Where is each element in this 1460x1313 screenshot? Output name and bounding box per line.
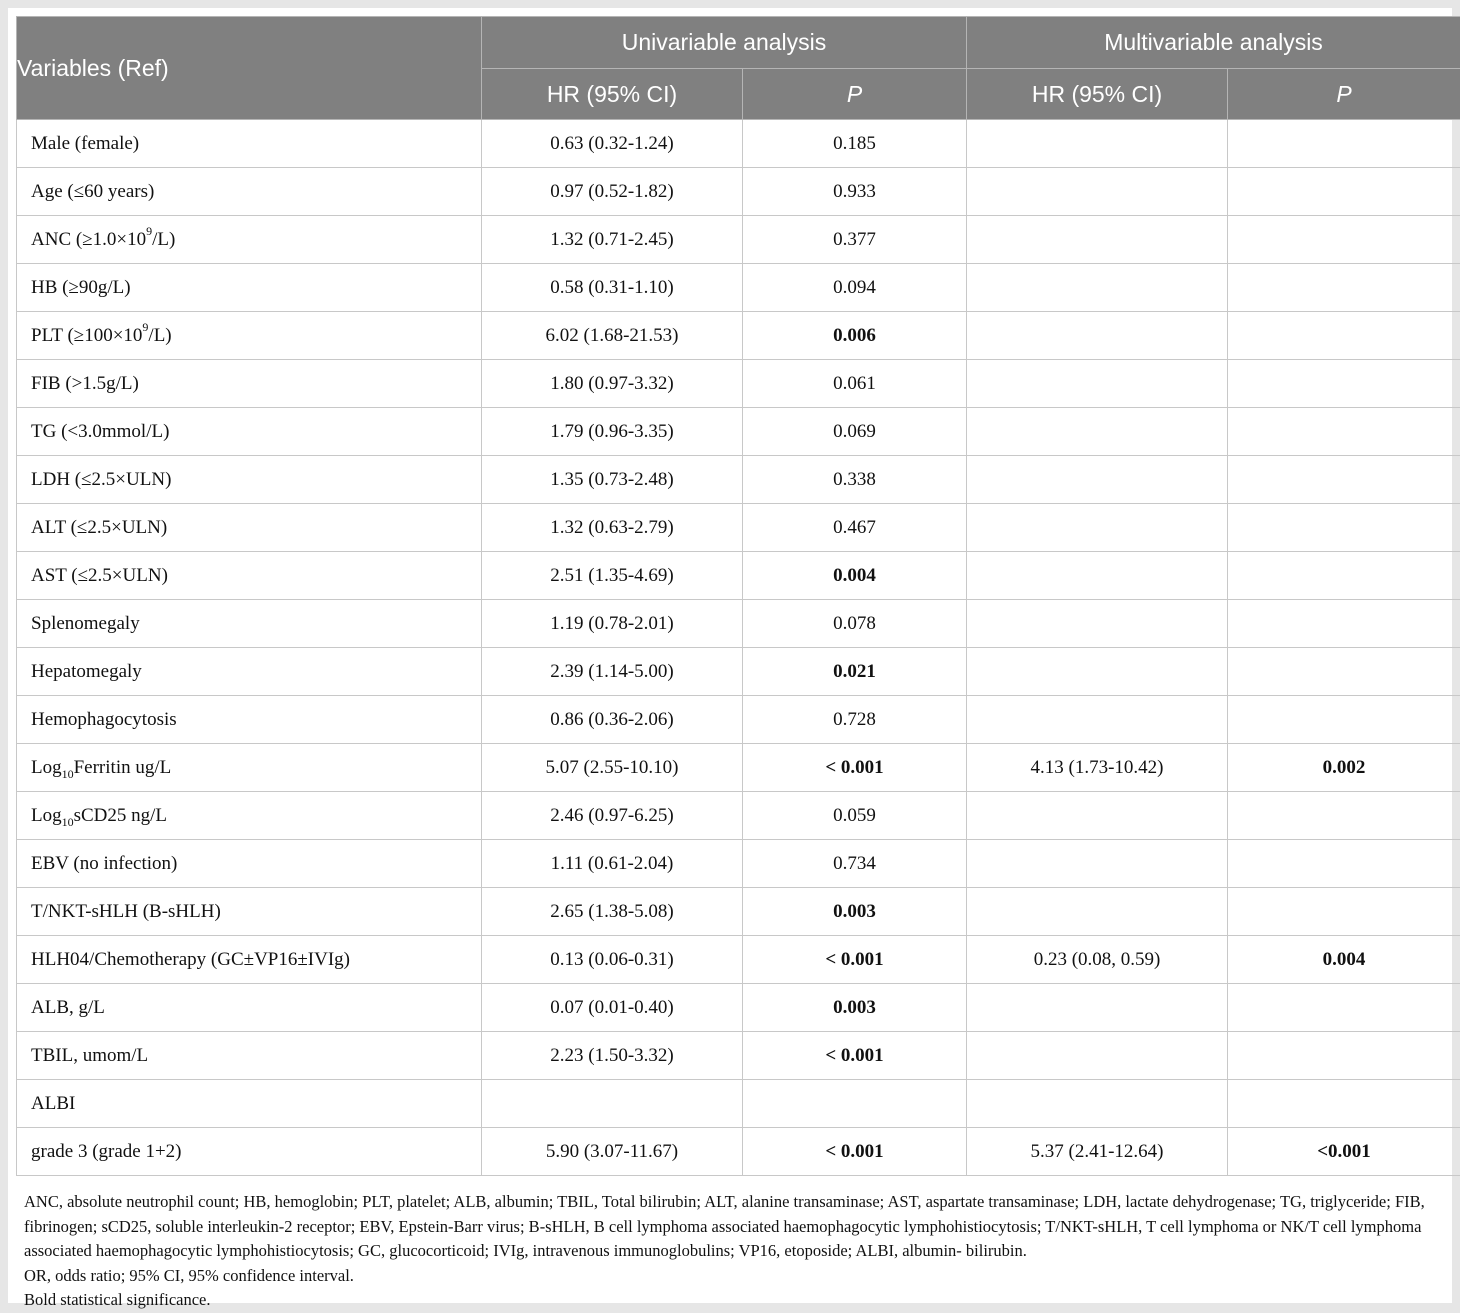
- table-row: [17, 168, 1460, 216]
- table-row: [17, 552, 1460, 600]
- uni-hr-cell: 0.07 (0.01-0.40): [482, 984, 743, 1032]
- header-uni-hr: HR (95% CI): [482, 69, 743, 120]
- multi-hr-cell: [967, 216, 1228, 264]
- variable-cell: T/NKT-sHLH (B-sHLH): [17, 888, 482, 936]
- variable-cell: ANC $(\ge 1.0\times 10^9/L)$: [17, 216, 482, 264]
- multi-p-cell: [1228, 360, 1460, 408]
- table-row: [17, 264, 1460, 312]
- variable-cell: ALB, g/L: [17, 984, 482, 1032]
- multi-hr-cell: [967, 1032, 1228, 1080]
- multi-hr-cell: [967, 600, 1228, 648]
- table-row: [17, 504, 1460, 552]
- uni-p-cell: < 0.001: [743, 936, 967, 984]
- uni-p-cell: < 0.001: [743, 1128, 967, 1176]
- variable-cell: Log$_{10}$sCD25 ng/L: [17, 792, 482, 840]
- variable-cell: EBV (no infection): [17, 840, 482, 888]
- variable-cell: Hemophagocytosis: [17, 696, 482, 744]
- footnote-abbreviations: ANC, absolute neutrophil count; HB, hemoglobin; PLT, platelet; ALB, albumin; TBIL, Total bilirubin; ALT, alanine transaminase; AST, aspartate transaminase; LDH, lactate dehydrogenase; TG, triglyceride; FIB, fibrinogen; sCD25, soluble interleukin-2 receptor; EBV, Epstein-Barr virus; B-sHLH, B cell lymphoma associated haemophagocytic lymphohistiocytosis; T/NKT-sHLH, T cell lymphoma or NK/T cell lymphoma associated haemophagocytic lymphohistiocytosis; GC, glucocorticoid; IVIg, intravenous immunoglobulins; VP16, etoposide; ALBI, albumin- bilirubin.: [24, 1190, 1452, 1264]
- uni-p-cell: 0.004: [743, 552, 967, 600]
- uni-p-cell: 0.728: [743, 696, 967, 744]
- uni-p-cell: 0.338: [743, 456, 967, 504]
- uni-p-cell: [743, 1080, 967, 1128]
- variable-cell: Hepatomegaly: [17, 648, 482, 696]
- multi-p-cell: [1228, 792, 1460, 840]
- table-row: [17, 840, 1460, 888]
- uni-hr-cell: 2.46 (0.97-6.25): [482, 792, 743, 840]
- multi-p-cell: [1228, 120, 1460, 168]
- uni-hr-cell: 6.02 (1.68-21.53): [482, 312, 743, 360]
- multi-p-cell: [1228, 456, 1460, 504]
- variable-cell: LDH (≤2.5×ULN): [17, 456, 482, 504]
- table-row: [17, 360, 1460, 408]
- variable-cell: ALBI: [17, 1080, 482, 1128]
- uni-p-cell: < 0.001: [743, 744, 967, 792]
- footnote-or-ci: OR, odds ratio; 95% CI, 95% confidence interval.: [24, 1264, 1452, 1289]
- uni-hr-cell: 5.90 (3.07-11.67): [482, 1128, 743, 1176]
- multi-hr-cell: 5.37 (2.41-12.64): [967, 1128, 1228, 1176]
- table-row: [17, 648, 1460, 696]
- multi-p-cell: [1228, 600, 1460, 648]
- variable-cell: Splenomegaly: [17, 600, 482, 648]
- uni-p-cell: 0.933: [743, 168, 967, 216]
- variable-cell: HLH04/Chemotherapy (GC±VP16±IVIg): [17, 936, 482, 984]
- footnote-bold: Bold statistical significance.: [24, 1288, 1452, 1313]
- multi-p-cell: [1228, 1032, 1460, 1080]
- uni-hr-cell: [482, 1080, 743, 1128]
- table-row: [17, 600, 1460, 648]
- table-row: [17, 408, 1460, 456]
- variable-cell: HB (≥90g/L): [17, 264, 482, 312]
- uni-hr-cell: 0.86 (0.36-2.06): [482, 696, 743, 744]
- uni-hr-cell: 0.97 (0.52-1.82): [482, 168, 743, 216]
- multi-p-cell: 0.002: [1228, 744, 1460, 792]
- uni-hr-cell: 5.07 (2.55-10.10): [482, 744, 743, 792]
- multi-p-cell: 0.004: [1228, 936, 1460, 984]
- uni-p-cell: 0.377: [743, 216, 967, 264]
- header-multi-p: P: [1228, 69, 1460, 120]
- header-univariable: Univariable analysis: [482, 17, 967, 69]
- uni-hr-cell: 0.58 (0.31-1.10): [482, 264, 743, 312]
- multi-hr-cell: [967, 408, 1228, 456]
- uni-p-cell: 0.021: [743, 648, 967, 696]
- hazard-ratio-table: [16, 16, 1460, 1176]
- multi-p-cell: [1228, 264, 1460, 312]
- table-row: [17, 1128, 1460, 1176]
- uni-p-cell: 0.185: [743, 120, 967, 168]
- uni-hr-cell: 2.23 (1.50-3.32): [482, 1032, 743, 1080]
- table-row: [17, 120, 1460, 168]
- multi-p-cell: [1228, 888, 1460, 936]
- uni-p-cell: 0.734: [743, 840, 967, 888]
- multi-hr-cell: [967, 888, 1228, 936]
- uni-p-cell: 0.467: [743, 504, 967, 552]
- table-row: [17, 936, 1460, 984]
- uni-hr-cell: 1.32 (0.71-2.45): [482, 216, 743, 264]
- uni-hr-cell: 2.65 (1.38-5.08): [482, 888, 743, 936]
- multi-p-cell: [1228, 312, 1460, 360]
- multi-hr-cell: 0.23 (0.08, 0.59): [967, 936, 1228, 984]
- multi-p-cell: [1228, 648, 1460, 696]
- variable-cell: TG (<3.0mmol/L): [17, 408, 482, 456]
- table-row: [17, 696, 1460, 744]
- multi-p-cell: <0.001: [1228, 1128, 1460, 1176]
- table-body: [17, 120, 1460, 1176]
- uni-hr-cell: 0.63 (0.32-1.24): [482, 120, 743, 168]
- uni-hr-cell: 0.13 (0.06-0.31): [482, 936, 743, 984]
- variable-cell: Age (≤60 years): [17, 168, 482, 216]
- variable-cell: Log$_{10}$Ferritin ug/L: [17, 744, 482, 792]
- multi-p-cell: [1228, 216, 1460, 264]
- multi-hr-cell: [967, 552, 1228, 600]
- uni-hr-cell: 1.19 (0.78-2.01): [482, 600, 743, 648]
- multi-p-cell: [1228, 168, 1460, 216]
- uni-hr-cell: 2.39 (1.14-5.00): [482, 648, 743, 696]
- multi-hr-cell: [967, 360, 1228, 408]
- uni-p-cell: 0.006: [743, 312, 967, 360]
- uni-hr-cell: 1.35 (0.73-2.48): [482, 456, 743, 504]
- uni-p-cell: < 0.001: [743, 1032, 967, 1080]
- multi-hr-cell: [967, 504, 1228, 552]
- multi-hr-cell: [967, 264, 1228, 312]
- multi-p-cell: [1228, 840, 1460, 888]
- table-row: [17, 744, 1460, 792]
- table-row: [17, 984, 1460, 1032]
- table-row: [17, 792, 1460, 840]
- table-row: [17, 1080, 1460, 1128]
- multi-p-cell: [1228, 552, 1460, 600]
- table-header: [17, 17, 1460, 120]
- multi-p-cell: [1228, 1080, 1460, 1128]
- uni-p-cell: 0.061: [743, 360, 967, 408]
- table-row: [17, 312, 1460, 360]
- header-multi-hr: HR (95% CI): [967, 69, 1228, 120]
- multi-p-cell: [1228, 696, 1460, 744]
- multi-p-cell: [1228, 504, 1460, 552]
- header-multivariable: Multivariable analysis: [967, 17, 1460, 69]
- uni-hr-cell: 1.80 (0.97-3.32): [482, 360, 743, 408]
- variable-cell: Male (female): [17, 120, 482, 168]
- variable-cell: AST (≤2.5×ULN): [17, 552, 482, 600]
- uni-p-cell: 0.003: [743, 984, 967, 1032]
- table-row: [17, 216, 1460, 264]
- uni-hr-cell: 1.79 (0.96-3.35): [482, 408, 743, 456]
- multi-hr-cell: [967, 696, 1228, 744]
- variable-cell: TBIL, umom/L: [17, 1032, 482, 1080]
- multi-hr-cell: [967, 792, 1228, 840]
- uni-p-cell: 0.003: [743, 888, 967, 936]
- multi-hr-cell: [967, 1080, 1228, 1128]
- uni-hr-cell: 1.11 (0.61-2.04): [482, 840, 743, 888]
- variable-cell: FIB (>1.5g/L): [17, 360, 482, 408]
- uni-p-cell: 0.094: [743, 264, 967, 312]
- multi-hr-cell: [967, 984, 1228, 1032]
- table-row: [17, 888, 1460, 936]
- variable-cell: ALT (≤2.5×ULN): [17, 504, 482, 552]
- table-row: [17, 1032, 1460, 1080]
- multi-hr-cell: [967, 648, 1228, 696]
- variable-cell: grade 3 (grade 1+2): [17, 1128, 482, 1176]
- multi-hr-cell: [967, 168, 1228, 216]
- uni-p-cell: 0.059: [743, 792, 967, 840]
- table-row: [17, 456, 1460, 504]
- multi-hr-cell: [967, 456, 1228, 504]
- variable-cell: PLT $(\ge 100\times 10^9/L)$: [17, 312, 482, 360]
- multi-hr-cell: [967, 840, 1228, 888]
- multi-hr-cell: 4.13 (1.73-10.42): [967, 744, 1228, 792]
- multi-p-cell: [1228, 984, 1460, 1032]
- header-variables: Variables (Ref): [17, 17, 482, 120]
- uni-p-cell: 0.069: [743, 408, 967, 456]
- uni-p-cell: 0.078: [743, 600, 967, 648]
- multi-hr-cell: [967, 120, 1228, 168]
- uni-hr-cell: 1.32 (0.63-2.79): [482, 504, 743, 552]
- table-footnotes: [16, 1186, 1460, 1313]
- header-uni-p: P: [743, 69, 967, 120]
- multi-p-cell: [1228, 408, 1460, 456]
- multi-hr-cell: [967, 312, 1228, 360]
- uni-hr-cell: 2.51 (1.35-4.69): [482, 552, 743, 600]
